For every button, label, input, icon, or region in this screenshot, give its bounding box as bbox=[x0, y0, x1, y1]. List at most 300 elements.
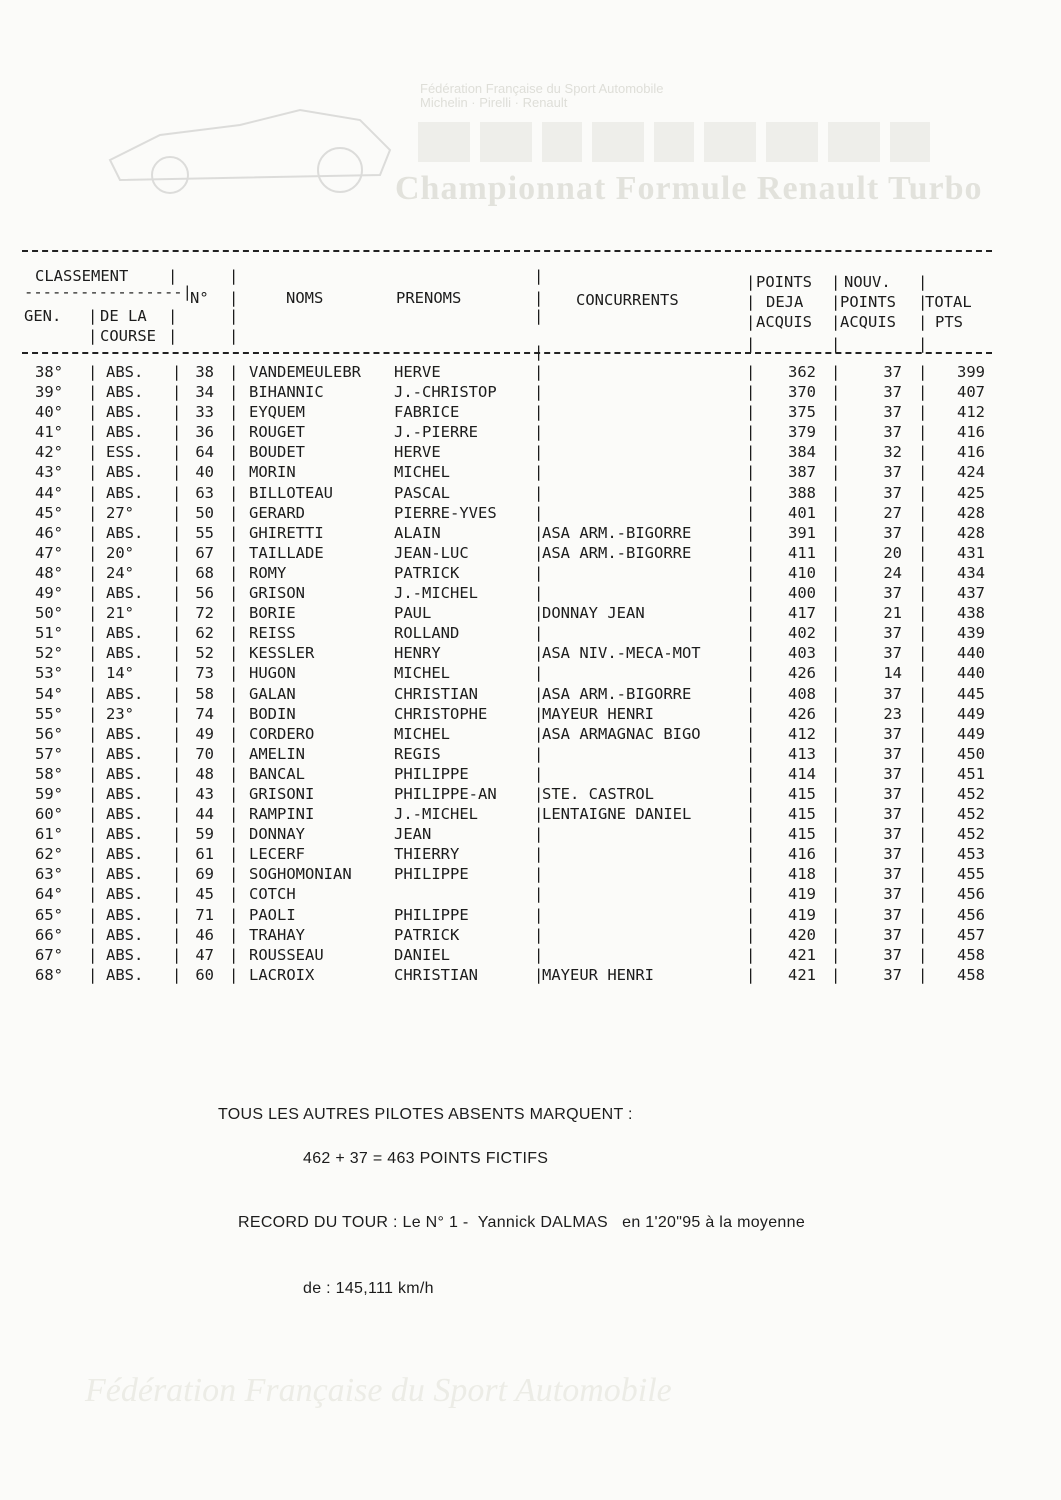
car-number: 33 bbox=[195, 403, 214, 422]
driver-surname: BANCAL bbox=[249, 764, 305, 783]
column-separator: | bbox=[918, 483, 928, 502]
column-separator: | bbox=[831, 584, 841, 603]
points-new: 37 bbox=[883, 905, 902, 924]
driver-surname: DONNAY bbox=[249, 825, 305, 844]
driver-surname: LECERF bbox=[249, 845, 305, 864]
driver-firstname: PATRICK bbox=[394, 925, 460, 944]
column-separator: | bbox=[831, 363, 841, 381]
column-separator: | bbox=[88, 764, 98, 783]
column-separator: | bbox=[831, 684, 841, 703]
rank-general: 57° bbox=[35, 744, 63, 763]
column-separator: | bbox=[88, 644, 98, 663]
table-row bbox=[22, 623, 992, 643]
column-separator: | bbox=[831, 523, 841, 542]
points-already: 415 bbox=[788, 805, 816, 824]
column-separator: | bbox=[746, 805, 756, 824]
rank-general: 65° bbox=[35, 905, 63, 924]
driver-surname: GRISONI bbox=[249, 784, 315, 803]
driver-firstname: MICHEL bbox=[394, 463, 450, 482]
column-separator: | bbox=[918, 744, 928, 763]
table-body bbox=[22, 362, 992, 985]
column-separator: | bbox=[746, 664, 756, 683]
rank-race: ABS. bbox=[106, 965, 144, 984]
driver-firstname: REGIS bbox=[394, 744, 441, 763]
column-separator: | bbox=[746, 443, 756, 462]
column-separator: | bbox=[534, 965, 544, 984]
points-total: 452 bbox=[957, 805, 985, 824]
column-separator: | bbox=[88, 463, 98, 482]
points-total: 449 bbox=[957, 704, 985, 723]
car-number: 71 bbox=[195, 905, 214, 924]
points-already: 408 bbox=[788, 684, 816, 703]
column-separator: | bbox=[229, 584, 239, 603]
column-separator: | bbox=[831, 704, 841, 723]
column-separator: | bbox=[918, 523, 928, 542]
column-separator: | bbox=[172, 945, 182, 964]
rank-general: 54° bbox=[35, 684, 63, 703]
column-separator: | bbox=[746, 945, 756, 964]
table-row bbox=[22, 462, 992, 482]
rank-race: ABS. bbox=[106, 684, 144, 703]
points-total: 440 bbox=[957, 644, 985, 663]
points-already: 388 bbox=[788, 483, 816, 502]
points-new: 37 bbox=[883, 644, 902, 663]
column-separator: | bbox=[918, 403, 928, 422]
column-separator: | bbox=[534, 825, 544, 844]
column-separator: | bbox=[746, 543, 756, 562]
driver-firstname: PATRICK bbox=[394, 563, 460, 582]
average-speed-note: de : 145,111 km/h bbox=[303, 1280, 434, 1297]
column-separator: | bbox=[746, 403, 756, 422]
points-total: 458 bbox=[957, 965, 985, 984]
points-total: 407 bbox=[957, 383, 985, 402]
rank-general: 55° bbox=[35, 704, 63, 723]
column-separator: | bbox=[88, 865, 98, 884]
table-header: CLASSEMENT | | | -----------------| N° | NOMS PRENOMS | CONCURRENTS GEN. | DE LA | | | | COURSE | | | | POINTS | NOUV. | | DEJA | POINTS | TOTAL | ACQUIS | ACQUIS | PTS | | | bbox=[24, 267, 972, 361]
column-separator: | bbox=[831, 784, 841, 803]
driver-surname: VANDEMEULEBR bbox=[249, 363, 361, 381]
column-separator: | bbox=[172, 805, 182, 824]
column-separator: | bbox=[172, 483, 182, 502]
rank-general: 61° bbox=[35, 825, 63, 844]
rank-general: 44° bbox=[35, 483, 63, 502]
driver-firstname: ALAIN bbox=[394, 523, 441, 542]
entrant: ASA ARM.-BIGORRE bbox=[542, 684, 692, 703]
column-separator: | bbox=[831, 383, 841, 402]
points-total: 449 bbox=[957, 724, 985, 743]
table-row bbox=[22, 643, 992, 663]
column-separator: | bbox=[534, 383, 544, 402]
sponsor-flags bbox=[418, 122, 930, 162]
rank-race: ABS. bbox=[106, 805, 144, 824]
header-acquis2: ACQUIS bbox=[840, 313, 896, 331]
driver-surname: SOGHOMONIAN bbox=[249, 865, 352, 884]
rank-general: 63° bbox=[35, 865, 63, 884]
table-row bbox=[22, 563, 992, 583]
column-separator: | bbox=[88, 704, 98, 723]
rank-race: 24° bbox=[106, 563, 134, 582]
column-separator: | bbox=[918, 604, 928, 623]
driver-firstname: PAUL bbox=[394, 604, 432, 623]
column-separator: | bbox=[88, 885, 98, 904]
driver-firstname: HENRY bbox=[394, 644, 441, 663]
driver-surname: REISS bbox=[249, 624, 296, 643]
driver-surname: BODIN bbox=[249, 704, 296, 723]
column-separator: | bbox=[229, 684, 239, 703]
driver-firstname: ROLLAND bbox=[394, 624, 460, 643]
column-separator: | bbox=[229, 403, 239, 422]
driver-firstname: PHILIPPE bbox=[394, 865, 469, 884]
rank-race: ABS. bbox=[106, 423, 144, 442]
points-new: 37 bbox=[883, 684, 902, 703]
car-number: 49 bbox=[195, 724, 214, 743]
column-separator: | bbox=[918, 784, 928, 803]
column-separator: | bbox=[229, 925, 239, 944]
points-new: 37 bbox=[883, 784, 902, 803]
table-row bbox=[22, 925, 992, 945]
column-separator: | bbox=[229, 704, 239, 723]
lap-record-note: RECORD DU TOUR : Le N° 1 - Yannick DALMAS en 1'20"95 à la moyenne bbox=[238, 1214, 806, 1231]
driver-firstname: J.-MICHEL bbox=[394, 584, 478, 603]
column-separator: | bbox=[534, 945, 544, 964]
column-separator: | bbox=[172, 523, 182, 542]
points-already: 379 bbox=[788, 423, 816, 442]
column-separator: | bbox=[229, 805, 239, 824]
table-row bbox=[22, 784, 992, 804]
header-points2: POINTS bbox=[840, 293, 896, 311]
column-separator: | bbox=[229, 885, 239, 904]
driver-surname: GALAN bbox=[249, 684, 296, 703]
column-separator: | bbox=[229, 363, 239, 381]
driver-firstname: FABRICE bbox=[394, 403, 460, 422]
points-new: 37 bbox=[883, 825, 902, 844]
rank-race: ABS. bbox=[106, 905, 144, 924]
column-separator: | bbox=[88, 423, 98, 442]
car-number: 67 bbox=[195, 543, 214, 562]
column-separator: | bbox=[88, 925, 98, 944]
column-separator: | bbox=[534, 624, 544, 643]
points-total: 438 bbox=[957, 604, 985, 623]
points-new: 37 bbox=[883, 724, 902, 743]
column-separator: | bbox=[172, 584, 182, 603]
column-separator: | bbox=[918, 644, 928, 663]
column-separator: | bbox=[918, 664, 928, 683]
driver-firstname: PIERRE-YVES bbox=[394, 503, 497, 522]
column-separator: | bbox=[746, 463, 756, 482]
points-total: 458 bbox=[957, 945, 985, 964]
column-separator: | bbox=[746, 825, 756, 844]
driver-firstname: PHILIPPE-AN bbox=[394, 784, 497, 803]
points-new: 37 bbox=[883, 403, 902, 422]
table-row bbox=[22, 824, 992, 844]
column-separator: | bbox=[88, 724, 98, 743]
points-new: 37 bbox=[883, 523, 902, 542]
driver-firstname: PHILIPPE bbox=[394, 905, 469, 924]
column-separator: | bbox=[746, 744, 756, 763]
points-new: 32 bbox=[883, 443, 902, 462]
points-total: 457 bbox=[957, 925, 985, 944]
column-separator: | bbox=[746, 644, 756, 663]
column-separator: | bbox=[831, 644, 841, 663]
column-separator: | bbox=[534, 704, 544, 723]
column-separator: | bbox=[229, 724, 239, 743]
column-separator: | bbox=[746, 684, 756, 703]
driver-firstname: CHRISTIAN bbox=[394, 965, 478, 984]
driver-surname: ROUSSEAU bbox=[249, 945, 324, 964]
rank-race: ABS. bbox=[106, 463, 144, 482]
column-separator: | bbox=[831, 865, 841, 884]
car-number: 60 bbox=[195, 965, 214, 984]
table-row bbox=[22, 382, 992, 402]
column-separator: | bbox=[918, 584, 928, 603]
column-separator: | bbox=[534, 885, 544, 904]
points-total: 425 bbox=[957, 483, 985, 502]
points-already: 419 bbox=[788, 905, 816, 924]
points-total: 437 bbox=[957, 584, 985, 603]
column-separator: | bbox=[918, 624, 928, 643]
table-row bbox=[22, 442, 992, 462]
column-separator: | bbox=[918, 443, 928, 462]
column-separator: | bbox=[534, 664, 544, 683]
column-separator: | bbox=[534, 543, 544, 562]
table-row bbox=[22, 724, 992, 744]
car-number: 56 bbox=[195, 584, 214, 603]
column-separator: | bbox=[172, 965, 182, 984]
column-separator: | bbox=[172, 865, 182, 884]
column-separator: | bbox=[229, 443, 239, 462]
rank-general: 42° bbox=[35, 443, 63, 462]
driver-surname: LACROIX bbox=[249, 965, 315, 984]
points-new: 37 bbox=[883, 805, 902, 824]
driver-surname: GERARD bbox=[249, 503, 305, 522]
driver-firstname: J.-MICHEL bbox=[394, 805, 478, 824]
rank-race: ABS. bbox=[106, 744, 144, 763]
championship-title-ghost: Championnat Formule Renault Turbo bbox=[395, 170, 983, 207]
column-separator: | bbox=[229, 644, 239, 663]
driver-firstname: CHRISTIAN bbox=[394, 684, 478, 703]
column-separator: | bbox=[918, 945, 928, 964]
table-header-rule bbox=[22, 352, 992, 354]
table-row bbox=[22, 864, 992, 884]
column-separator: | bbox=[918, 563, 928, 582]
column-separator: | bbox=[831, 403, 841, 422]
driver-surname: BOUDET bbox=[249, 443, 305, 462]
entrant: MAYEUR HENRI bbox=[542, 965, 654, 984]
driver-surname: MORIN bbox=[249, 463, 296, 482]
table-row bbox=[22, 543, 992, 563]
points-already: 370 bbox=[788, 383, 816, 402]
table-row bbox=[22, 402, 992, 422]
column-separator: | bbox=[88, 503, 98, 522]
points-total: 453 bbox=[957, 845, 985, 864]
rank-general: 50° bbox=[35, 604, 63, 623]
rank-race: ABS. bbox=[106, 825, 144, 844]
column-separator: | bbox=[746, 704, 756, 723]
column-separator: | bbox=[88, 965, 98, 984]
column-separator: | bbox=[746, 523, 756, 542]
points-total: 445 bbox=[957, 684, 985, 703]
column-separator: | bbox=[831, 664, 841, 683]
column-separator: | bbox=[534, 744, 544, 763]
column-separator: | bbox=[172, 825, 182, 844]
column-separator: | bbox=[831, 925, 841, 944]
column-separator: | bbox=[746, 383, 756, 402]
fictitious-points-note: 462 + 37 = 463 POINTS FICTIFS bbox=[303, 1150, 549, 1167]
points-total: 434 bbox=[957, 563, 985, 582]
column-separator: | bbox=[534, 644, 544, 663]
rank-general: 52° bbox=[35, 644, 63, 663]
column-separator: | bbox=[229, 463, 239, 482]
column-separator: | bbox=[534, 423, 544, 442]
table-row bbox=[22, 704, 992, 724]
column-separator: | bbox=[88, 443, 98, 462]
federation-header-ghost: Fédération Française du Sport Automobile Michelin · Pirelli · Renault bbox=[420, 81, 664, 110]
rank-general: 53° bbox=[35, 664, 63, 683]
column-separator: | bbox=[229, 764, 239, 783]
points-new: 37 bbox=[883, 764, 902, 783]
header-no: N° bbox=[190, 289, 209, 307]
column-separator: | bbox=[172, 724, 182, 743]
driver-surname: ROMY bbox=[249, 563, 287, 582]
column-separator: | bbox=[229, 483, 239, 502]
rank-race: 21° bbox=[106, 604, 134, 623]
column-separator: | bbox=[831, 845, 841, 864]
column-separator: | bbox=[172, 784, 182, 803]
points-already: 401 bbox=[788, 503, 816, 522]
header-total: TOTAL bbox=[925, 293, 972, 311]
column-separator: | bbox=[831, 945, 841, 964]
rank-race: ABS. bbox=[106, 403, 144, 422]
points-new: 37 bbox=[883, 744, 902, 763]
entrant: DONNAY JEAN bbox=[542, 604, 645, 623]
driver-surname: ROUGET bbox=[249, 423, 305, 442]
car-number: 55 bbox=[195, 523, 214, 542]
points-new: 14 bbox=[883, 664, 902, 683]
car-number: 74 bbox=[195, 704, 214, 723]
table-row bbox=[22, 523, 992, 543]
driver-firstname: THIERRY bbox=[394, 845, 460, 864]
rank-race: ESS. bbox=[106, 443, 144, 462]
column-separator: | bbox=[88, 363, 98, 381]
points-new: 37 bbox=[883, 965, 902, 984]
points-total: 456 bbox=[957, 905, 985, 924]
points-new: 37 bbox=[883, 865, 902, 884]
rank-general: 38° bbox=[35, 363, 63, 381]
entrant: ASA ARM.-BIGORRE bbox=[542, 523, 692, 542]
rank-race: ABS. bbox=[106, 885, 144, 904]
column-separator: | bbox=[229, 784, 239, 803]
rank-race: ABS. bbox=[106, 624, 144, 643]
points-new: 37 bbox=[883, 945, 902, 964]
points-new: 23 bbox=[883, 704, 902, 723]
column-separator: | bbox=[746, 604, 756, 623]
column-separator: | bbox=[172, 764, 182, 783]
column-separator: | bbox=[88, 684, 98, 703]
column-separator: | bbox=[918, 383, 928, 402]
table-row bbox=[22, 965, 992, 985]
column-separator: | bbox=[746, 584, 756, 603]
table-row bbox=[22, 744, 992, 764]
header-pts: PTS bbox=[935, 313, 963, 331]
rank-general: 56° bbox=[35, 724, 63, 743]
column-separator: | bbox=[172, 885, 182, 904]
points-already: 384 bbox=[788, 443, 816, 462]
column-separator: | bbox=[229, 543, 239, 562]
column-separator: | bbox=[229, 383, 239, 402]
car-number: 34 bbox=[195, 383, 214, 402]
column-separator: | bbox=[534, 604, 544, 623]
points-total: 451 bbox=[957, 764, 985, 783]
header-nouv: NOUV. bbox=[844, 273, 891, 291]
column-separator: | bbox=[746, 925, 756, 944]
column-separator: | bbox=[172, 644, 182, 663]
entrant: LENTAIGNE DANIEL bbox=[542, 805, 692, 824]
driver-surname: BILLOTEAU bbox=[249, 483, 333, 502]
column-separator: | bbox=[831, 503, 841, 522]
column-separator: | bbox=[918, 764, 928, 783]
column-separator: | bbox=[229, 744, 239, 763]
rank-general: 64° bbox=[35, 885, 63, 904]
column-separator: | bbox=[534, 764, 544, 783]
column-separator: | bbox=[88, 543, 98, 562]
table-row bbox=[22, 362, 992, 382]
column-separator: | bbox=[172, 543, 182, 562]
table-row bbox=[22, 884, 992, 904]
rank-race: ABS. bbox=[106, 363, 144, 381]
rank-general: 68° bbox=[35, 965, 63, 984]
column-separator: | bbox=[172, 604, 182, 623]
column-separator: | bbox=[534, 503, 544, 522]
entrant: ASA NIV.-MECA-MOT bbox=[542, 644, 701, 663]
entrant: ASA ARMAGNAC BIGO bbox=[542, 724, 701, 743]
column-separator: | bbox=[831, 744, 841, 763]
column-separator: | bbox=[229, 825, 239, 844]
points-new: 37 bbox=[883, 463, 902, 482]
points-new: 37 bbox=[883, 624, 902, 643]
column-separator: | bbox=[534, 463, 544, 482]
rank-race: ABS. bbox=[106, 764, 144, 783]
rank-general: 66° bbox=[35, 925, 63, 944]
car-number: 47 bbox=[195, 945, 214, 964]
rank-general: 62° bbox=[35, 845, 63, 864]
driver-firstname: PHILIPPE bbox=[394, 764, 469, 783]
column-separator: | bbox=[172, 383, 182, 402]
header-course: COURSE bbox=[100, 327, 156, 345]
column-separator: | bbox=[534, 563, 544, 582]
points-already: 410 bbox=[788, 563, 816, 582]
points-total: 412 bbox=[957, 403, 985, 422]
column-separator: | bbox=[172, 744, 182, 763]
table-row bbox=[22, 583, 992, 603]
driver-firstname: MICHEL bbox=[394, 664, 450, 683]
rank-general: 46° bbox=[35, 523, 63, 542]
points-new: 37 bbox=[883, 584, 902, 603]
column-separator: | bbox=[172, 925, 182, 944]
column-separator: | bbox=[229, 523, 239, 542]
entrant: MAYEUR HENRI bbox=[542, 704, 654, 723]
header-acquis: ACQUIS bbox=[756, 313, 812, 331]
race-car-watermark-icon bbox=[100, 90, 400, 200]
driver-surname: TAILLADE bbox=[249, 543, 324, 562]
table-row bbox=[22, 905, 992, 925]
column-separator: | bbox=[88, 664, 98, 683]
rank-race: ABS. bbox=[106, 584, 144, 603]
points-total: 439 bbox=[957, 624, 985, 643]
column-separator: | bbox=[172, 563, 182, 582]
column-separator: | bbox=[918, 905, 928, 924]
driver-surname: RAMPINI bbox=[249, 805, 315, 824]
car-number: 73 bbox=[195, 664, 214, 683]
